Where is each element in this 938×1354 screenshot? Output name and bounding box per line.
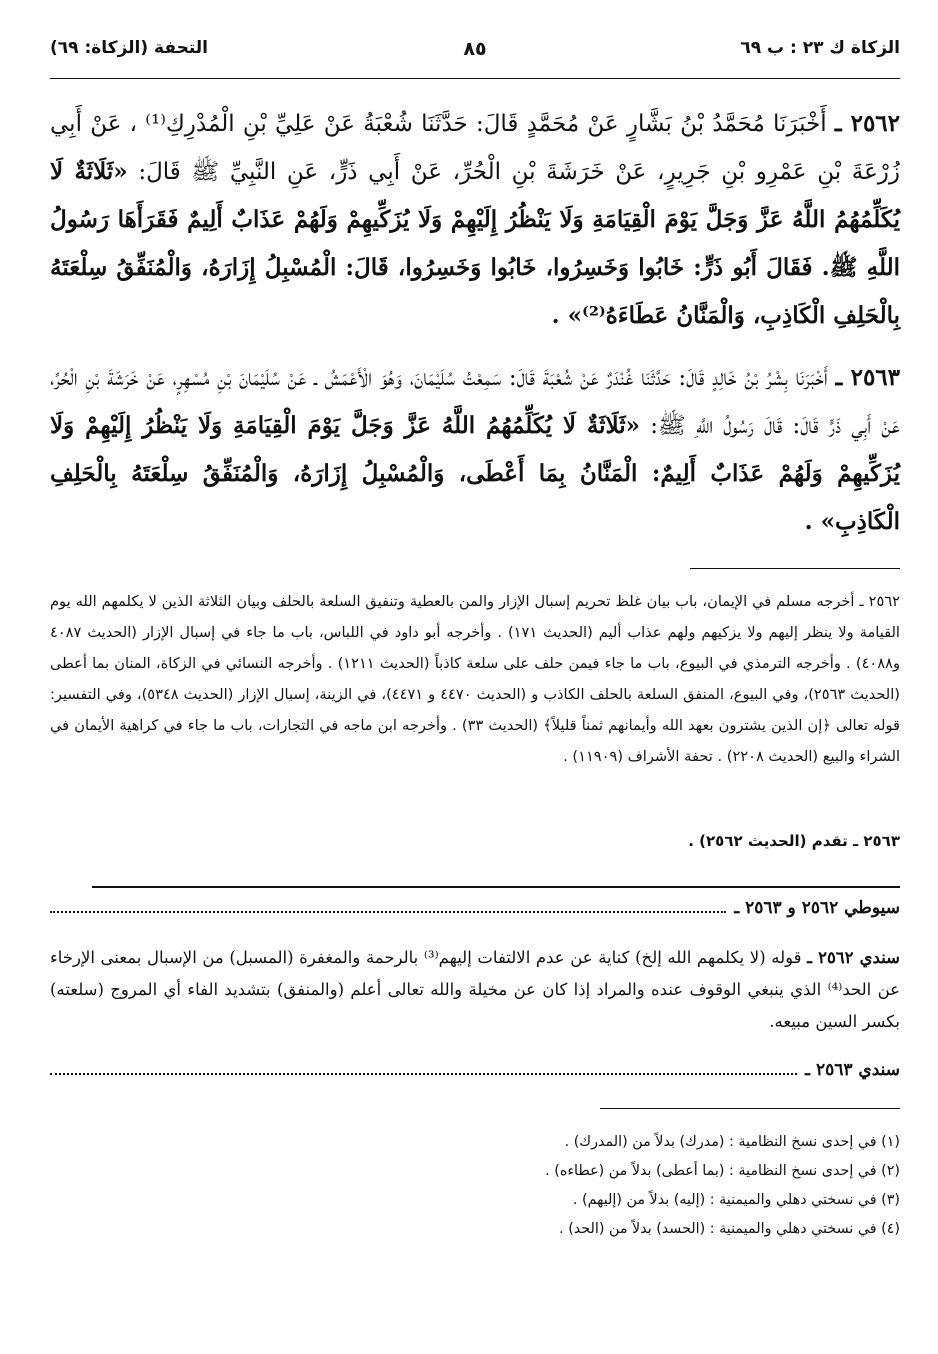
sindi-text: قوله (لا يكلمهم الله إلخ) كناية عن عدم الالتفات إليهم⁽³⁾ بالرحمة والمغفرة (المسبل) من الإسبال بمعنى الإرخاء عن الحد⁽⁴⁾ الذي ينبغي الوقوف عنده والمراد إذا كان عن مخيلة والله تعالى أعلم (والمنفق) بتشديد الفاء أي المروج (سلعته) بكسر السين مبيعه.	[50, 948, 900, 1031]
header-chapter-ref: الزكاة ك ٢٣ : ب ٦٩	[740, 38, 900, 58]
header-tuhfa-ref: التحفة (الزكاة: ٦٩)	[50, 38, 208, 58]
footnote: (١) في إحدى نسخ النظامية : (مدرك) بدلاً من (المدرك) .	[564, 1134, 900, 1150]
takhrij-2562: ٢٥٦٢ ـ أخرجه مسلم في الإيمان، باب بيان غلظ تحريم إسبال الإزار والمن بالعطية وتنفيق السلعة بالحلف وبيان الثلاثة الذين لا يكلمهم الله يوم القيامة ولا ينظر إليهم ولا يزكيهم ولهم عذاب أليم (الحديث ١٧١) . وأخرجه أبو داود في اللباس، باب ما جاء في إسبال الإزار (الحديث ٤٠٨٧ و٤٠٨٨) . وأخرجه الترمذي في البيوع، باب ما جاء فيمن حلف على سلعة كاذباً (الحديث ١٢١١) . وأخرجه النسائي في الزكاة، المنان بما أعطى (الحديث ٢٥٦٣)، وفي البيوع، المنفق السلعة بالحلف الكاذب و (الحديث ٤٤٧٠ و ٤٤٧١)، في الزينة، إسبال الإزار (الحديث ٥٣٤٨)، وفي التفسير: قوله تعالى ﴿إن الذين يشترون بعهد الله وأيمانهم ثمناً قليلاً﴾ (الحديث ٣٣) . وأخرجه ابن ماجه في التجارات، باب ما جاء في كراهية الأيمان في الشراء والبيع (الحديث ٢٢٠٨) . تحفة الأشراف (١١٩٠٩) .	[50, 593, 901, 765]
page-header	[50, 38, 900, 72]
dotted-leader	[50, 1073, 797, 1075]
dotted-leader	[50, 911, 726, 913]
hadith-text: «ثَلَاثَةٌ لَا يُكَلِّمُهُمُ اللَّهُ عَزَّ وَجَلَّ يَوْمَ الْقِيَامَةِ وَلَا يَنْظُرُ إِلَيْهِمْ وَلَا يُزَكِّيهِمْ وَلَهُمْ عَذَابٌ أَلِيمٌ: الْمَنَّانُ بِمَا أَعْطَى، وَالْمُسْبِلُ إِزَارَهُ، وَالْمُنَفِّقُ سِلْعَتَهُ بِالْحَلِفِ الْكَاذِبِ» .	[50, 412, 900, 535]
hadith-number: ٢٥٦٣ ـ	[835, 364, 901, 391]
hadith-chain: أَخْبَرَنَا بِشْرُ بْنُ خَالِدٍ قَالَ: حَدَّثَنَا غُنْدَرٌ عَنْ شُعْبَةَ قَالَ: سَمِعْتُ سُلَيْمَانَ، وَهُوَ الْأَعْمَشُ ـ عَنْ سُلَيْمَانَ بْنِ مُسْهِرٍ، عَنْ خَرَشَةَ بْنِ الْحُرِّ، عَنْ أَبِي ذَرٍّ قَالَ: قَالَ رَسُولُ اللَّهِ ﷺ:	[50, 365, 900, 439]
hadith-number: ٢٥٦٢ ـ	[834, 110, 901, 137]
page-number: ٨٥	[463, 38, 487, 60]
footnotes-divider	[600, 1108, 900, 1109]
takhrij-2563: ٢٥٦٣ ـ تقدم (الحديث ٢٥٦٢) .	[688, 832, 900, 850]
sindi-2563-section	[50, 1060, 900, 1080]
suyuti-label: سيوطي ٢٥٦٢ و ٢٥٦٣ ـ	[734, 898, 900, 918]
sindi-2563-label: سندي ٢٥٦٣ ـ	[805, 1060, 900, 1080]
footnote: (٤) في نسختي دهلي والميمنية : (الحسد) بدلاً من (الحد) .	[559, 1221, 900, 1237]
footnotes	[50, 1128, 900, 1244]
footnote: (٣) في نسختي دهلي والميمنية : (إليه) بدلاً من (إليهم) .	[572, 1192, 900, 1208]
footnote: (٢) في إحدى نسخ النظامية : (بما أعطى) بدلاً من (عطاءه) .	[545, 1163, 900, 1179]
header-divider	[50, 78, 900, 79]
hadith-2562	[50, 100, 900, 340]
suyuti-section	[50, 898, 900, 918]
notes-divider	[690, 568, 900, 569]
hadith-text: «ثَلَاثَةٌ لَا يُكَلِّمُهُمُ اللَّهُ عَزَّ وَجَلَّ يَوْمَ الْقِيَامَةِ وَلَا يَنْظُرُ إِلَيْهِمْ وَلَا يُزَكِّيهِمْ وَلَهُمْ عَذَابٌ أَلِيمٌ فَقَرَأَهَا رَسُولُ اللَّهِ ﷺ. فَقَالَ أَبُو ذَرٍّ: خَابُوا وَخَسِرُوا، خَابُوا وَخَسِرُوا، قَالَ: الْمُسْبِلُ إِزَارَهُ، وَالْمُنَفِّقُ سِلْعَتَهُ بِالْحَلِفِ الْكَاذِبِ، وَالْمَنَّانُ عَطَاءَهُ⁽²⁾» .	[50, 158, 900, 329]
sindi-label: سندي ٢٥٦٢ ـ	[807, 948, 901, 967]
sindi-2562	[50, 942, 900, 1038]
commentary-divider	[92, 886, 900, 888]
hadith-2563	[50, 354, 900, 546]
main-text	[50, 100, 900, 560]
hadith-chain: أَخْبَرَنَا مُحَمَّدُ بْنُ بَشَّارٍ عَنْ مُحَمَّدٍ قَالَ: حَدَّثَنَا شُعْبَةُ عَنْ عَلِيِّ بْنِ الْمُدْرِكِ⁽¹⁾ ، عَنْ أَبِي زُرْعَةَ بْنِ عَمْرِو بْنِ جَرِيرٍ، عَنْ خَرَشَةَ بْنِ الْحُرِّ، عَنْ أَبِي ذَرٍّ، عَنِ النَّبِيِّ ﷺ قَالَ:	[50, 111, 901, 185]
